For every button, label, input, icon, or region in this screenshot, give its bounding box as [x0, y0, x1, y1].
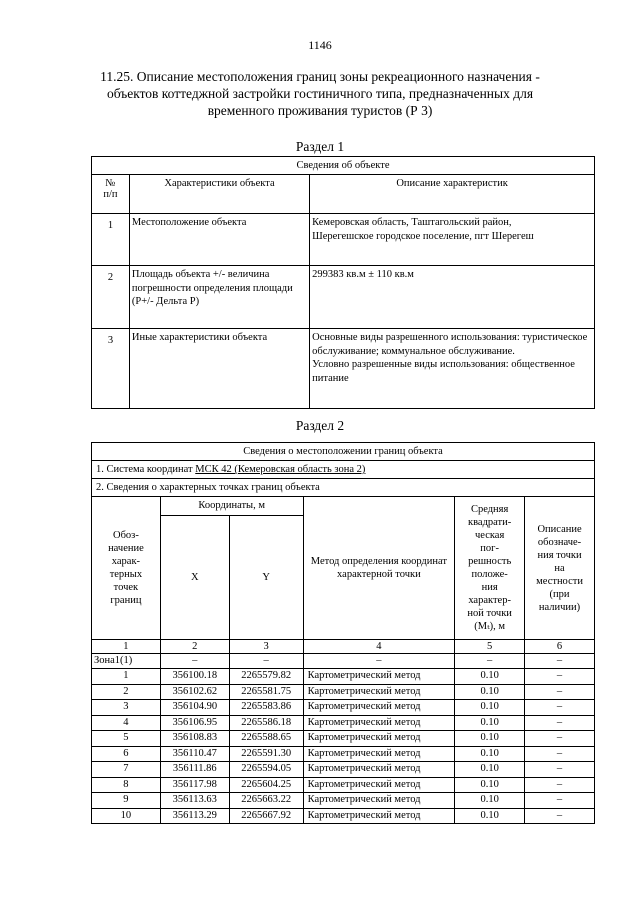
point-number: 1: [92, 669, 161, 685]
zone-dash: –: [455, 654, 525, 669]
table-row: [92, 746, 595, 762]
point-y: 2265594.05: [229, 762, 303, 778]
point-x: 356104.90: [160, 700, 229, 716]
point-number: 2: [92, 684, 161, 700]
point-accuracy: 0.10: [455, 715, 525, 731]
row-characteristic: Иные характеристики объекта: [129, 329, 309, 409]
row-num: 3: [92, 329, 130, 409]
header-method: Метод определения координат характерной точки: [303, 497, 455, 640]
section1-title: Раздел 1: [295, 139, 345, 154]
header-accuracy: Средняя квадрати- ческая пог- решность положе- ния характер- ной точки (Мₜ), м: [455, 497, 525, 640]
table-row: [92, 715, 595, 731]
point-number: 7: [92, 762, 161, 778]
point-description: –: [525, 669, 595, 685]
zone-dash: –: [303, 654, 455, 669]
point-description: –: [525, 715, 595, 731]
point-description: –: [525, 793, 595, 809]
column-index: 6: [525, 640, 595, 654]
table-row: [92, 793, 595, 809]
table2-title: Сведения о местоположении границ объекта: [92, 443, 595, 461]
row-characteristic: Площадь объекта +/- величина погрешности определения площади (Р+/- Дельта Р): [129, 266, 309, 329]
row-num: 1: [92, 214, 130, 266]
object-info-table: [91, 156, 595, 409]
boundary-points-table: [91, 442, 595, 824]
point-number: 5: [92, 731, 161, 747]
table-row: [92, 266, 595, 329]
point-y: 2265579.82: [229, 669, 303, 685]
row-description: Основные виды разрешенного использования: туристическое обслуживание; коммунальное обслуживание. Условно разрешенные виды использования: общественное питание: [310, 329, 595, 409]
points-label: 2. Сведения о характерных точках границ объекта: [92, 479, 595, 497]
point-accuracy: 0.10: [455, 731, 525, 747]
point-accuracy: 0.10: [455, 684, 525, 700]
point-method: Картометрический метод: [303, 700, 455, 716]
coord-system-value: МСК 42 (Кемеровская область зона 2): [195, 464, 366, 475]
zone-name: Зона1(1): [92, 654, 161, 669]
point-x: 356100.18: [160, 669, 229, 685]
page-number: 1146: [308, 38, 332, 52]
table-row: [92, 700, 595, 716]
point-accuracy: 0.10: [455, 762, 525, 778]
point-y: 2265604.25: [229, 777, 303, 793]
table-row: [92, 214, 595, 266]
point-x: 356111.86: [160, 762, 229, 778]
document-title: 11.25. Описание местоположения границ зоны рекреационного назначения - объектов коттеджной застройки гостиничного типа, предназначенных для временного проживания туристов (Р 3): [100, 69, 540, 118]
point-number: 3: [92, 700, 161, 716]
point-accuracy: 0.10: [455, 746, 525, 762]
table-row: [92, 684, 595, 700]
point-x: 356108.83: [160, 731, 229, 747]
row-characteristic: Местоположение объекта: [129, 214, 309, 266]
point-method: Картометрический метод: [303, 731, 455, 747]
header-characteristics: Характеристики объекта: [129, 175, 309, 214]
point-method: Картометрический метод: [303, 746, 455, 762]
point-accuracy: 0.10: [455, 669, 525, 685]
point-accuracy: 0.10: [455, 808, 525, 824]
column-index: 4: [303, 640, 455, 654]
column-index: 1: [92, 640, 161, 654]
point-y: 2265586.18: [229, 715, 303, 731]
point-number: 9: [92, 793, 161, 809]
point-x: 356102.62: [160, 684, 229, 700]
point-method: Картометрический метод: [303, 777, 455, 793]
header-num: № п/п: [92, 175, 130, 214]
point-number: 8: [92, 777, 161, 793]
zone-dash: –: [160, 654, 229, 669]
point-method: Картометрический метод: [303, 762, 455, 778]
point-method: Картометрический метод: [303, 684, 455, 700]
header-x: X: [160, 516, 229, 640]
point-method: Картометрический метод: [303, 669, 455, 685]
column-index: 3: [229, 640, 303, 654]
point-number: 10: [92, 808, 161, 824]
column-index: 5: [455, 640, 525, 654]
column-index: 2: [160, 640, 229, 654]
points-body: [92, 669, 595, 824]
point-y: 2265581.75: [229, 684, 303, 700]
header-description: Описание характеристик: [310, 175, 595, 214]
header-point-description: Описание обозначе- ния точки на местности (при наличии): [525, 497, 595, 640]
table-row: [92, 669, 595, 685]
point-description: –: [525, 808, 595, 824]
row-description: Кемеровская область, Таштагольский район, Шерегешское городское поселение, пгт Шерегеш: [310, 214, 595, 266]
table-row: [92, 762, 595, 778]
table-row: [92, 808, 595, 824]
zone-dash: –: [525, 654, 595, 669]
point-description: –: [525, 777, 595, 793]
point-description: –: [525, 746, 595, 762]
point-description: –: [525, 700, 595, 716]
table-row: [92, 777, 595, 793]
point-accuracy: 0.10: [455, 793, 525, 809]
point-y: 2265583.86: [229, 700, 303, 716]
header-y: Y: [229, 516, 303, 640]
point-method: Картометрический метод: [303, 793, 455, 809]
point-accuracy: 0.10: [455, 700, 525, 716]
point-method: Картометрический метод: [303, 715, 455, 731]
header-designation: Обоз- начение харак- терных точек границ: [92, 497, 161, 640]
row-num: 2: [92, 266, 130, 329]
point-description: –: [525, 684, 595, 700]
table-row: [92, 731, 595, 747]
point-y: 2265667.92: [229, 808, 303, 824]
section2-title: Раздел 2: [295, 418, 345, 433]
point-x: 356117.98: [160, 777, 229, 793]
point-x: 356106.95: [160, 715, 229, 731]
point-y: 2265591.30: [229, 746, 303, 762]
point-x: 356113.29: [160, 808, 229, 824]
point-x: 356110.47: [160, 746, 229, 762]
coord-system-row: [92, 461, 595, 479]
column-index-row: [92, 640, 595, 654]
point-y: 2265588.65: [229, 731, 303, 747]
point-x: 356113.63: [160, 793, 229, 809]
point-description: –: [525, 731, 595, 747]
point-number: 4: [92, 715, 161, 731]
point-y: 2265663.22: [229, 793, 303, 809]
zone-dash: –: [229, 654, 303, 669]
coord-system-label: 1. Система координат: [96, 464, 193, 475]
point-accuracy: 0.10: [455, 777, 525, 793]
point-method: Картометрический метод: [303, 808, 455, 824]
point-description: –: [525, 762, 595, 778]
table1-title: Сведения об объекте: [92, 157, 595, 175]
point-number: 6: [92, 746, 161, 762]
header-coordinates: Координаты, м: [160, 497, 303, 516]
row-description: 299383 кв.м ± 110 кв.м: [310, 266, 595, 329]
zone-row: [92, 654, 595, 669]
table-row: [92, 329, 595, 409]
